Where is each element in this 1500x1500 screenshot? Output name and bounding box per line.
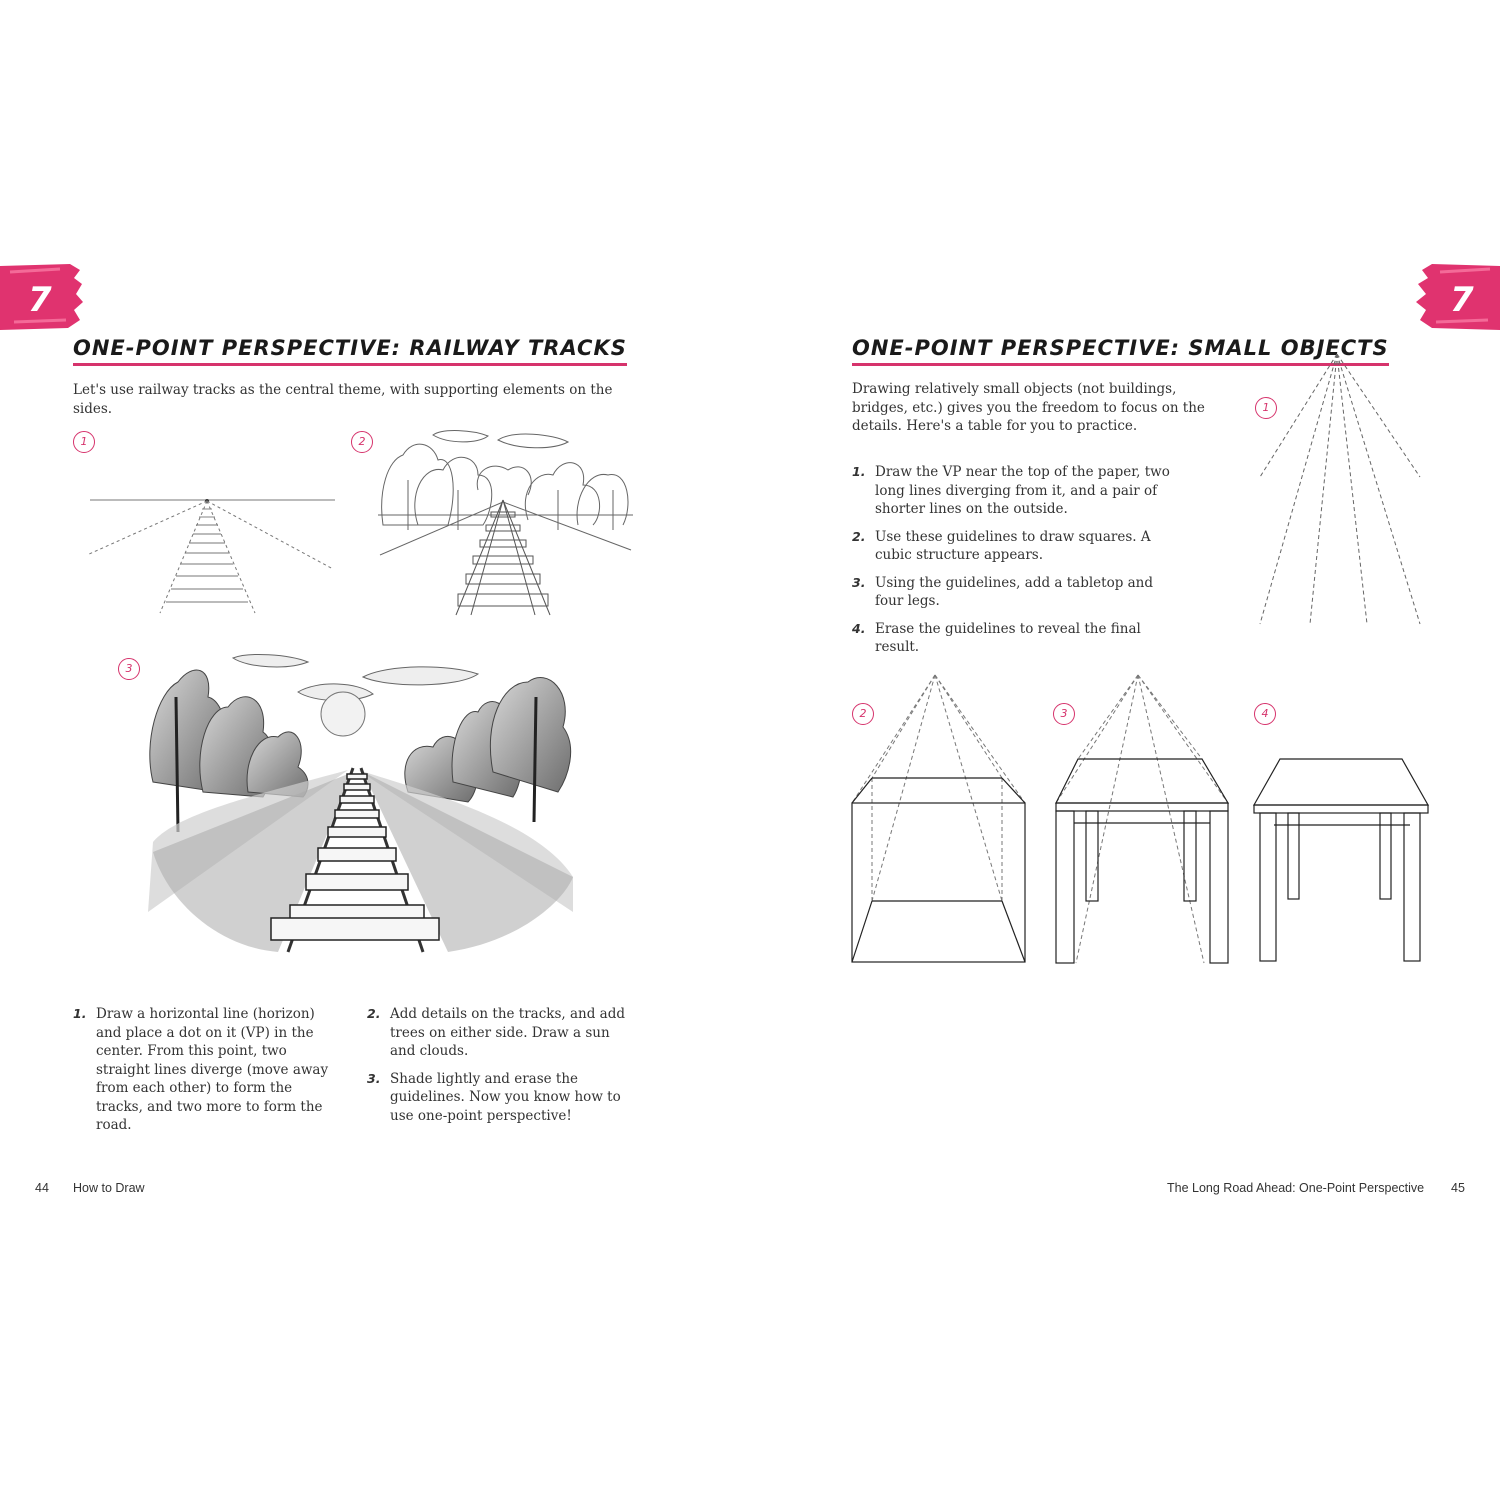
figure-badge-1: 1 (73, 431, 95, 453)
step-number: 2. (852, 528, 866, 544)
steps-list-right (852, 463, 1182, 666)
page-number-left: 44 (35, 1181, 49, 1195)
steps-list-left-col2 (367, 1005, 637, 1134)
page-title-left: ONE-POINT PERSPECTIVE: RAILWAY TRACKS (73, 336, 627, 366)
steps-list-left-col1 (73, 1005, 343, 1144)
figure-badge-3: 3 (1053, 703, 1075, 725)
step-item (367, 1005, 637, 1061)
step-item (73, 1005, 343, 1135)
running-head-left: How to Draw (73, 1181, 145, 1195)
step-item (852, 620, 1182, 657)
figure-badge-3: 3 (118, 658, 140, 680)
step-item (852, 528, 1182, 565)
step-number: 3. (852, 574, 866, 590)
figure-badge-4: 4 (1254, 703, 1276, 725)
page-title-right: ONE-POINT PERSPECTIVE: SMALL OBJECTS (852, 336, 1389, 366)
step-number: 1. (852, 464, 866, 479)
intro-text-right: Drawing relatively small objects (not buildings, bridges, etc.) gives you the freedom to focus on the details. Here's a table for you to practice. (852, 381, 1205, 434)
intro-text-left: Let's use railway tracks as the central theme, with supporting elements on the sides. (73, 382, 613, 417)
figure-badge-2: 2 (852, 703, 874, 725)
step-text: Add details on the tracks, and add trees on either side. Draw a sun and clouds. (390, 1006, 625, 1059)
step-item (852, 574, 1182, 611)
step-number: 3. (367, 1070, 381, 1086)
chapter-number-left: 7 (28, 280, 52, 320)
table-step4-drawing (1252, 755, 1432, 965)
step-text: Draw the VP near the top of the paper, two long lines diverging from it, and a pair of shorter lines on the outside. (875, 464, 1170, 517)
step-text: Using the guidelines, add a tabletop and four legs. (875, 574, 1154, 609)
chapter-number-right: 7 (1450, 280, 1474, 320)
running-head-right: The Long Road Ahead: One-Point Perspective (1167, 1181, 1425, 1195)
railway-step2-drawing (378, 430, 636, 620)
figure-badge-2: 2 (351, 431, 373, 453)
step-item (852, 463, 1182, 519)
table-step3-drawing (1052, 673, 1232, 968)
step-text: Shade lightly and erase the guidelines. Now you know how to use one-point perspective! (390, 1070, 621, 1124)
step-number: 4. (852, 620, 866, 636)
step-text: Erase the guidelines to reveal the final result. (875, 620, 1141, 655)
table-step2-drawing (850, 673, 1028, 966)
step-item (367, 1070, 637, 1126)
figure-badge-1: 1 (1255, 397, 1277, 419)
step-text: Draw a horizontal line (horizon) and place a dot on it (VP) in the center. From this point, two straight lines diverge (move away from each other) to form the tracks, and two more to form the road. (96, 1006, 329, 1133)
step-number: 2. (367, 1006, 381, 1021)
table-step1-drawing (1255, 352, 1425, 627)
railway-step3-drawing (148, 652, 576, 957)
step-text: Use these guidelines to draw squares. A cubic structure appears. (875, 528, 1151, 563)
step-number: 1. (73, 1006, 87, 1021)
page-number-right: 45 (1451, 1181, 1465, 1195)
railway-step1-drawing (85, 495, 340, 620)
